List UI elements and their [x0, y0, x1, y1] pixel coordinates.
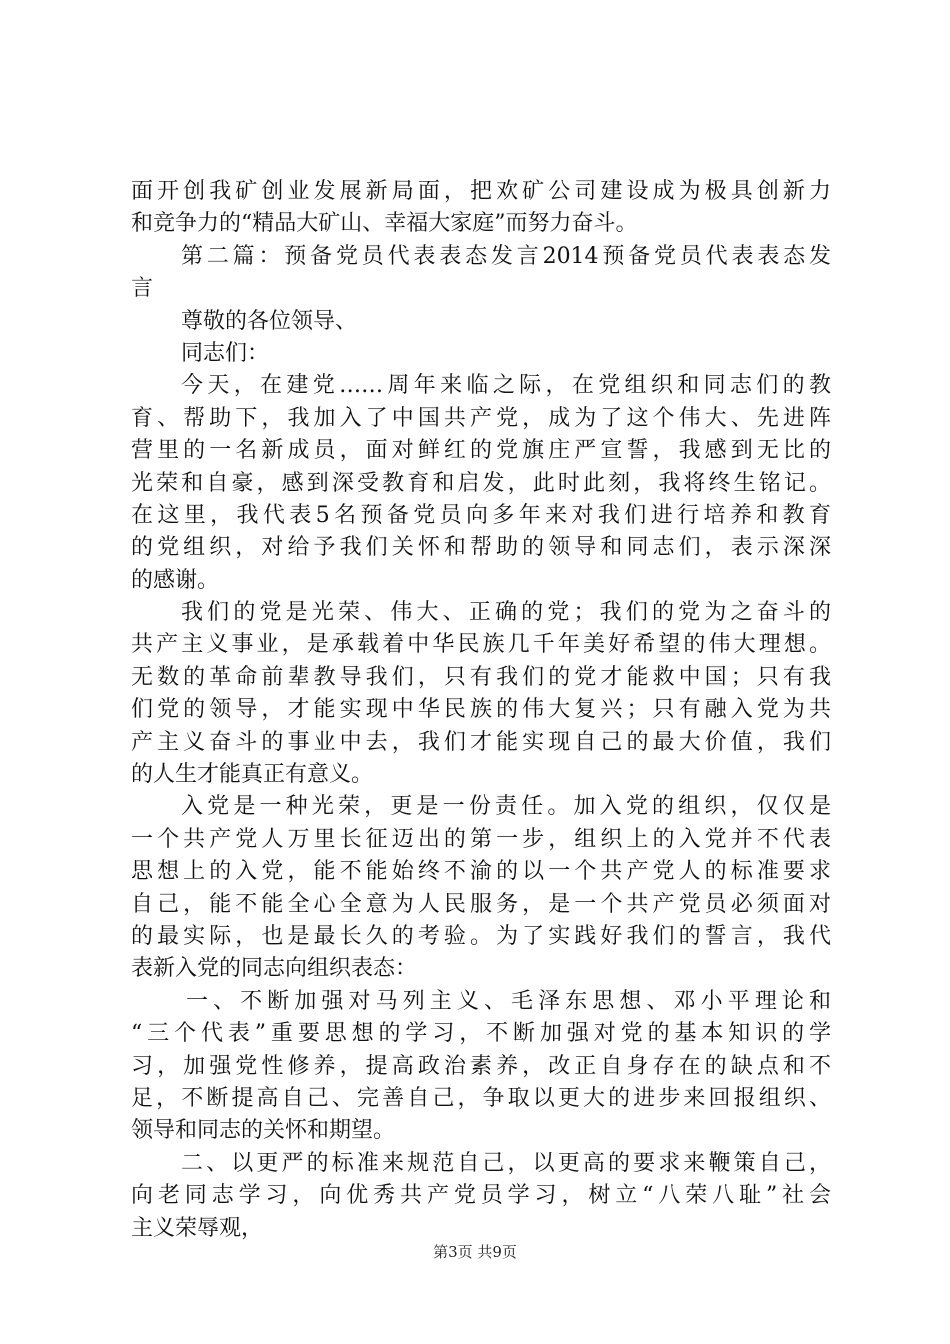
paragraph-line: 表新入党的同志向组织表态：: [131, 956, 418, 982]
text-line: 和竞争力的“精品大矿山、幸福大家庭”而努力奋斗。: [131, 211, 638, 237]
list-item-line: 向老同志学习，向优秀共产党员学习，树立“八荣八耻”社会: [131, 1183, 831, 1209]
list-item-line: 一、不断加强对马列主义、毛泽东思想、邓小平理论和: [186, 988, 831, 1014]
paragraph-line: 思想上的入党，能不能始终不渝的以一个共产党人的标准要求: [131, 859, 831, 885]
list-item-line: “三个代表”重要思想的学习，不断加强对党的基本知识的学: [131, 1021, 831, 1047]
paragraph-line: 的感谢。: [131, 567, 220, 593]
paragraph-line: 们党的领导，才能实现中华民族的伟大复兴；只有融入党为共: [131, 697, 831, 723]
list-item-line: 二、以更严的标准来规范自己，以更高的要求来鞭策自己，: [181, 1150, 831, 1176]
paragraph-line: 光荣和自豪，感到深受教育和启发，此时此刻，我将终生铭记。: [131, 470, 831, 496]
paragraph-line: 营里的一名新成员，面对鲜红的党旗庄严宣誓，我感到无比的: [131, 438, 831, 464]
paragraph-line: 入党是一种光荣，更是一份责任。加入党的组织，仅仅是: [181, 794, 831, 820]
list-item-line: 领导和同志的关怀和期望。: [131, 1118, 396, 1144]
page-footer: [0, 1242, 950, 1262]
paragraph-line: 我们的党是光荣、伟大、正确的党；我们的党为之奋斗的: [181, 600, 831, 626]
paragraph-line: 无数的革命前辈教导我们，只有我们的党才能救中国；只有我: [131, 664, 831, 690]
paragraph-line: 自己，能不能全心全意为人民服务，是一个共产党员必须面对: [131, 891, 831, 917]
list-item-line: 足，不断提高自己、完善自己，争取以更大的进步来回报组织、: [131, 1085, 831, 1111]
salutation-line: 尊敬的各位领导、: [181, 308, 358, 334]
document-body: [131, 176, 831, 1245]
page-number-label: 第3页 共9页: [433, 1243, 517, 1261]
list-item-line: 主义荣辱观，: [131, 1215, 264, 1241]
section-heading: 第二篇：预备党员代表表态发言2014预备党员代表表态发: [181, 243, 831, 269]
paragraph-line: 育、帮助下，我加入了中国共产党，成为了这个伟大、先进阵: [131, 405, 831, 431]
paragraph-line: 一个共产党人万里长征迈出的第一步，组织上的入党并不代表: [131, 826, 831, 852]
paragraph-line: 共产主义事业，是承载着中华民族几千年美好希望的伟大理想。: [131, 632, 831, 658]
paragraph-line: 在这里，我代表5名预备党员向多年来对我们进行培养和教育: [131, 502, 831, 528]
paragraph-line: 的人生才能真正有意义。: [131, 762, 374, 788]
list-item-line: 习，加强党性修养，提高政治素养，改正自身存在的缺点和不: [131, 1053, 831, 1079]
text-line: 面开创我矿创业发展新局面，把欢矿公司建设成为极具创新力: [131, 179, 831, 204]
section-heading-continued: 言: [131, 276, 154, 302]
paragraph-line: 的最实际，也是最长久的考验。为了实践好我们的誓言，我代: [131, 923, 831, 949]
paragraph-line: 产主义奋斗的事业中去，我们才能实现自己的最大价值，我们: [131, 729, 831, 755]
paragraph-line: 的党组织，对给予我们关怀和帮助的领导和同志们，表示深深: [131, 535, 831, 561]
paragraph-line: 今天，在建党……周年来临之际，在党组织和同志们的教: [181, 373, 831, 399]
salutation-line: 同志们：: [181, 340, 270, 366]
